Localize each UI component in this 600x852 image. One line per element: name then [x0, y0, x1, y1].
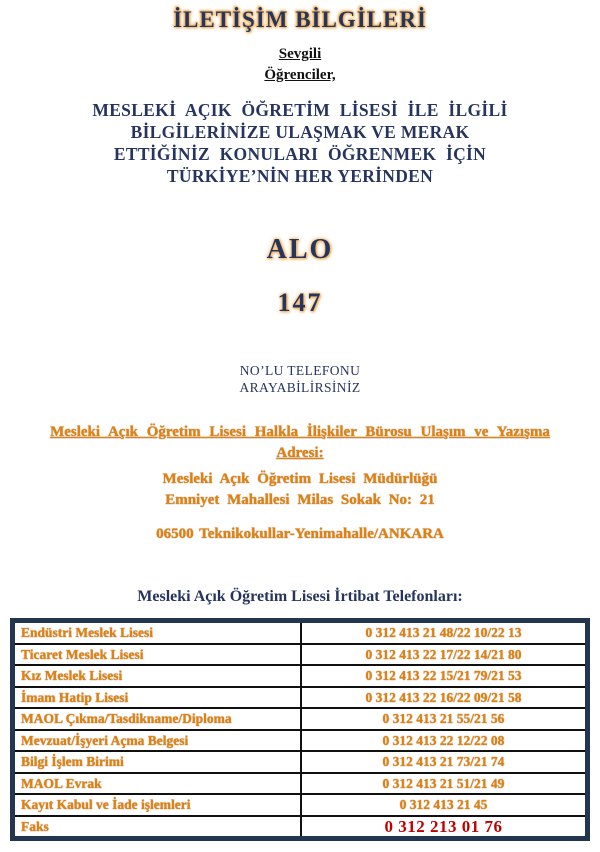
table-row: [15, 774, 585, 796]
table-row-label: Faks: [15, 817, 302, 837]
phone-note-line2: ARAYABİLİRSİNİZ: [239, 379, 361, 395]
table-row-value: 0 312 413 22 17/22 14/21 80: [365, 646, 522, 662]
intro-line: MESLEKİ AÇIK ÖĞRETİM LİSESİ İLE İLGİLİ: [92, 100, 508, 120]
table-row-value: 0 312 413 22 12/22 08: [382, 732, 505, 748]
intro-line: ETTİĞİNİZ KONULARI ÖĞRENMEK İÇİN: [113, 144, 487, 164]
address-line3: 06500 Teknikokullar-Yenimahalle/ANKARA: [156, 526, 444, 542]
table-row: [15, 623, 585, 645]
table-row-faks: [15, 817, 585, 837]
table-row: [15, 666, 585, 688]
table-row-value: 0 312 413 21 45: [399, 797, 488, 812]
table-row-value: 0 312 413 22 15/21 79/21 53: [365, 668, 522, 683]
table-row-label: MAOL Evrak: [15, 774, 302, 794]
table-row-value: 0 312 413 21 55/21 56: [382, 711, 505, 726]
intro-line: BİLGİLERİNİZE ULAŞMAK VE MERAK: [130, 122, 470, 142]
greeting-line1: Sevgili: [278, 46, 322, 62]
phone-table: [10, 618, 590, 841]
greeting: [0, 44, 600, 86]
table-row: [15, 688, 585, 710]
table-row-label: Bilgi İşlem Birimi: [15, 752, 302, 772]
alo-label: ALO: [266, 234, 334, 265]
table-row-value: 0 312 413 22 16/22 09/21 58: [365, 689, 522, 705]
table-row: [15, 731, 585, 753]
phone-note: [0, 363, 600, 396]
table-row: [15, 795, 585, 817]
table-row-value: 0 312 413 21 48/22 10/22 13: [365, 625, 522, 640]
table-row: [15, 709, 585, 731]
table-heading: Mesleki Açık Öğretim Lisesi İrtibat Telefonları:: [137, 588, 463, 605]
address-line2: Emniyet Mahallesi Milas Sokak No: 21: [165, 492, 435, 508]
table-row: [15, 645, 585, 667]
table-row-value-faks: 0 312 213 01 76: [384, 816, 503, 836]
table-row: [15, 752, 585, 774]
table-row-value: 0 312 413 21 73/21 74: [382, 754, 505, 769]
table-row-label: İmam Hatip Lisesi: [15, 688, 302, 708]
table-row-label: MAOL Çıkma/Tasdikname/Diploma: [15, 709, 302, 729]
address-line1: Mesleki Açık Öğretim Lisesi Müdürlüğü: [162, 471, 438, 487]
table-row-label: Ticaret Meslek Lisesi: [15, 645, 302, 665]
address-heading-line1: Mesleki Açık Öğretim Lisesi Halkla İlişkiler Bürosu Ulaşım ve Yazışma: [50, 424, 550, 440]
intro-paragraph: [0, 99, 600, 187]
intro-line: TÜRKİYE’NİN HER YERİNDEN: [166, 166, 434, 186]
address-heading-line2: Adresi:: [276, 445, 324, 461]
table-row-label: Endüstri Meslek Lisesi: [15, 623, 302, 643]
address-block: [0, 469, 600, 511]
alo-number: 147: [277, 288, 323, 317]
greeting-line2: Öğrenciler,: [264, 67, 336, 83]
table-row-label: Mevzuat/İşyeri Açma Belgesi: [15, 731, 302, 751]
address-heading: [0, 422, 600, 464]
table-row-value: 0 312 413 21 51/21 49: [382, 775, 505, 791]
phone-note-line1: NO’LU TELEFONU: [239, 363, 361, 378]
page-title: İLETİŞİM BİLGİLERİ: [173, 7, 427, 32]
table-row-label: Kız Meslek Lisesi: [15, 666, 302, 686]
table-row-label: Kayıt Kabul ve İade işlemleri: [15, 795, 302, 815]
